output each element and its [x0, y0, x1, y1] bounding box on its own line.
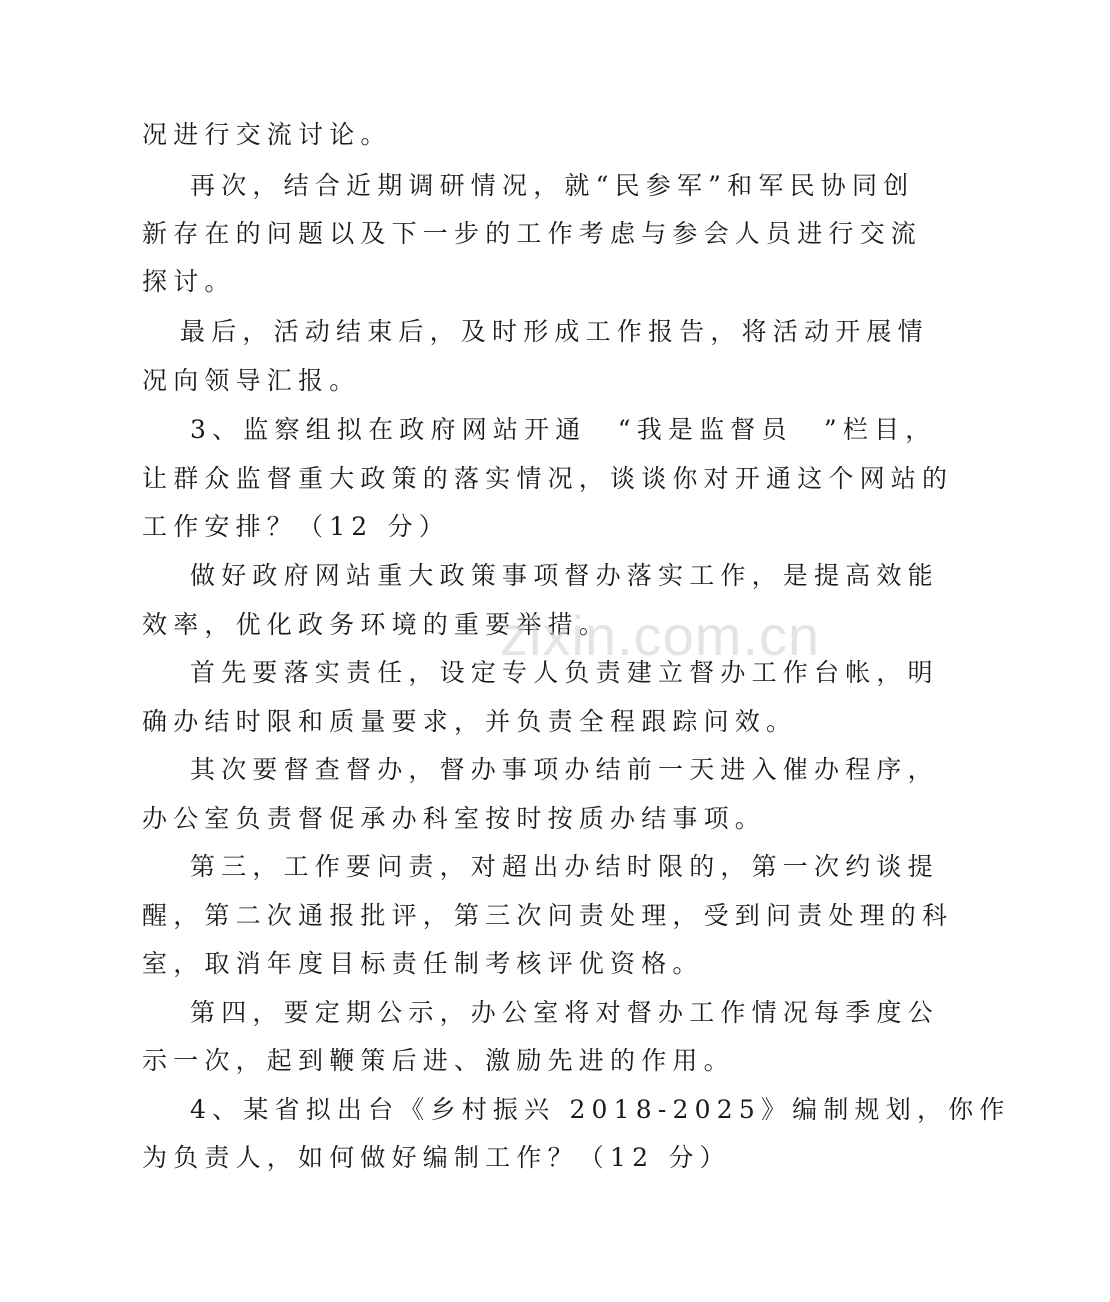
- text-line-3: 新存在的问题以及下一步的工作考虑与参会人员进行交流: [142, 219, 923, 248]
- text-line-8: 让群众监督重大政策的落实情况，谈谈你对开通这个网站的: [142, 464, 954, 493]
- text-line-7: 3、监察组拟在政府网站开通 “我是监督员 ”栏目，: [190, 415, 937, 444]
- text-line-15: 办公室负责督促承办科室按时按质办结事项。: [142, 804, 767, 833]
- text-line-13: 确办结时限和质量要求，并负责全程跟踪问效。: [142, 707, 798, 736]
- text-line-14: 其次要督查督办，督办事项办结前一天进入催办程序，: [190, 755, 939, 784]
- text-line-18: 室，取消年度目标责任制考核评优资格。: [142, 949, 704, 978]
- text-line-10: 做好政府网站重大政策事项督办落实工作，是提高效能: [190, 561, 939, 590]
- text-line-19: 第四，要定期公示，办公室将对督办工作情况每季度公: [190, 998, 939, 1027]
- text-line-1: 况进行交流讨论。: [142, 120, 392, 149]
- watermark: zixin.com.cn: [500, 604, 821, 667]
- text-line-2: 再次，结合近期调研情况，就“民参军”和军民协同创: [190, 171, 915, 200]
- text-line-6: 况向领导汇报。: [142, 366, 361, 395]
- text-line-21: 4、某省拟出台《乡村振兴 2018-2025》编制规划，你作: [190, 1095, 1011, 1124]
- text-line-11: 效率，优化政务环境的重要举措。: [142, 610, 611, 639]
- text-line-17: 醒，第二次通报批评，第三次问责处理，受到问责处理的科: [142, 901, 954, 930]
- text-line-16: 第三，工作要问责，对超出办结时限的，第一次约谈提: [190, 852, 939, 881]
- text-line-22: 为负责人，如何做好编制工作？（12 分）: [142, 1143, 731, 1172]
- text-line-9: 工作安排？（12 分）: [142, 512, 450, 541]
- text-line-12: 首先要落实责任，设定专人负责建立督办工作台帐，明: [190, 658, 939, 687]
- text-line-4: 探讨。: [142, 267, 236, 296]
- text-line-5: 最后，活动结束后，及时形成工作报告，将活动开展情: [180, 317, 929, 346]
- text-line-20: 示一次，起到鞭策后进、激励先进的作用。: [142, 1046, 735, 1075]
